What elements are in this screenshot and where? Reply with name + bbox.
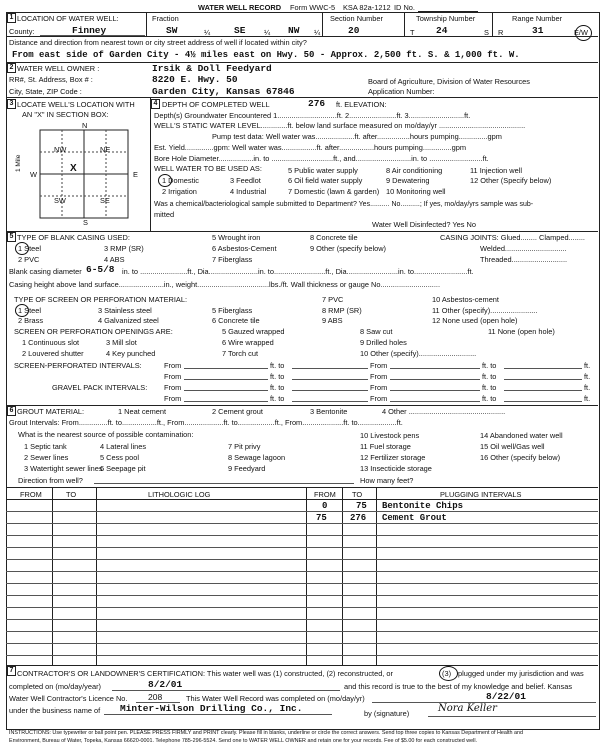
use-label: WELL WATER TO BE USED AS:: [154, 164, 262, 173]
form-number: Form WWC-5: [290, 3, 336, 12]
source-option[interactable]: 3 Watertight sewer lines: [24, 464, 103, 473]
casing-joints: CASING JOINTS: Glued........ Clamped........: [440, 233, 585, 242]
interval-to: ft. to: [482, 361, 497, 370]
lithologic-log-header: LITHOLOGIC LOG: [148, 490, 211, 499]
section-value[interactable]: 20: [348, 25, 360, 36]
source-option[interactable]: 16 Other (specify below): [480, 453, 561, 462]
location-label: LOCATION OF WATER WELL:: [17, 14, 119, 23]
opening-option[interactable]: 1 Continuous slot: [22, 338, 80, 347]
interval-from: From: [164, 361, 182, 370]
casing-option[interactable]: 8 Concrete tile: [310, 233, 358, 242]
static-level-line: WELL'S STATIC WATER LEVEL.............ft. below land surface measured on mo/day/yr ..........................................: [154, 121, 526, 130]
application-label: Application Number:: [368, 87, 435, 96]
city-value[interactable]: Garden City, Kansas 67846: [152, 86, 295, 97]
form-title: WATER WELL RECORD: [198, 3, 282, 12]
opening-option[interactable]: 6 Wire wrapped: [222, 338, 274, 347]
source-option[interactable]: 1 Septic tank: [24, 442, 67, 451]
section-grid[interactable]: [22, 120, 146, 230]
address-label: RR#, St. Address, Box # :: [9, 75, 93, 84]
grout-label: GROUT MATERIAL:: [17, 407, 85, 416]
id-label: ID No.: [394, 3, 415, 12]
section-number: 3: [7, 99, 16, 109]
signature: Nora Keller: [438, 703, 497, 714]
section-number: 1: [7, 13, 16, 23]
casing-label: TYPE OF BLANK CASING USED:: [17, 233, 130, 242]
use-option[interactable]: 5 Public water supply: [288, 166, 358, 175]
screen-label: TYPE OF SCREEN OR PERFORATION MATERIAL:: [14, 295, 188, 304]
screen-option[interactable]: 8 RMP (SR): [322, 306, 362, 315]
grout-option[interactable]: 3 Bentonite: [310, 407, 348, 416]
depth-label: DEPTH OF COMPLETED WELL: [162, 100, 270, 109]
source-option[interactable]: 5 Cess pool: [100, 453, 140, 462]
interval-from: From: [370, 372, 388, 381]
instructions-line-2: Environment, Bureau of Water, Topeka, Kansas 66620-0001. Telephone 785-296-5524. Send one to WATER WELL OWNER and retain one for your records. Fee of $5.00 for each constructed well.: [9, 738, 478, 744]
plugged-option[interactable]: (3): [442, 669, 452, 678]
use-option[interactable]: 1 Domestic: [162, 176, 199, 185]
interval-from: From: [370, 383, 388, 392]
grout-option[interactable]: 4 Other ...............................................: [382, 407, 506, 416]
perforated-label: SCREEN-PERFORATED INTERVALS:: [14, 361, 142, 370]
source-option[interactable]: 12 Fertilizer storage: [360, 453, 426, 462]
opening-option[interactable]: 5 Gauzed wrapped: [222, 327, 285, 336]
township-t: T: [410, 28, 415, 37]
owner-value[interactable]: Irsik & Doll Feedyard: [152, 63, 272, 74]
plug-from-header: FROM: [314, 490, 336, 499]
signature-label: by (signature): [364, 709, 410, 718]
quarter-2[interactable]: SE: [234, 25, 246, 36]
township-value[interactable]: 24: [436, 25, 448, 36]
grout-option[interactable]: 1 Neat cement: [118, 407, 167, 416]
log-row-line: [6, 583, 598, 584]
certification-text-b: plugged under my jurisdiction and was: [458, 669, 584, 678]
interval-from: From: [164, 394, 182, 403]
grout-option[interactable]: 2 Cement grout: [212, 407, 263, 416]
section-number: 4: [151, 99, 160, 109]
quarter-mark: ¼: [314, 28, 321, 37]
fraction-label: Fraction: [152, 14, 179, 23]
use-option[interactable]: 9 Dewatering: [386, 176, 430, 185]
casing-height: Casing height above land surface......................in., weight...................................lbs./ft. Wall thickness or gauge No.............................: [9, 280, 441, 289]
use-option[interactable]: 6 Oil field water supply: [288, 176, 363, 185]
owner-label: WATER WELL OWNER :: [17, 64, 100, 73]
record-completed-date[interactable]: 8/22/01: [486, 691, 526, 702]
source-option[interactable]: 7 Pit privy: [228, 442, 261, 451]
range-value[interactable]: 31: [532, 25, 544, 36]
plugging-intervals-header: PLUGGING INTERVALS: [440, 490, 522, 499]
yield-line: Est. Yield..............gpm: Well water was.................ft. after.................hours pumping..............gpm: [154, 143, 467, 152]
instructions-line-1: INSTRUCTIONS: Use typewriter or ball point pen. PLEASE PRESS FIRMLY and PRINT clearly. Please fill in blanks, underline or circle the correct answers. Send top three copies to Kansas Department of Health and: [9, 730, 524, 736]
interval-ft: ft.: [584, 361, 591, 370]
section-number-label: Section Number: [330, 14, 383, 23]
log-to-header: TO: [66, 490, 77, 499]
screen-option[interactable]: 4 Galvanized steel: [98, 316, 159, 325]
casing-option[interactable]: 6 Asbestos-Cement: [212, 244, 277, 253]
use-option[interactable]: 12 Other (Specify below): [470, 176, 552, 185]
direction-label: Direction from well?: [18, 476, 83, 485]
log-row-line: [6, 643, 598, 644]
bacteria-line: Was a chemical/bacteriological sample submitted to Department? Yes.......... No..........; If yes, mo/day/yrs sample was sub-: [154, 201, 534, 208]
completed-date[interactable]: 8/2/01: [148, 679, 183, 690]
bacteria-line-2: mitted: [154, 210, 175, 219]
log-row-line: [6, 547, 598, 548]
threaded: Threaded...........................: [480, 255, 568, 264]
interval-from: From: [164, 372, 182, 381]
source-option[interactable]: 6 Seepage pit: [100, 464, 146, 473]
casing-option[interactable]: 1 Steel: [18, 244, 42, 253]
diameter-rest: in. to .......................ft., Dia........................in. to.........................ft., Dia.........................in. to..........................ft.: [122, 267, 474, 276]
casing-option[interactable]: 9 Other (specify below): [310, 244, 386, 253]
true-record-text: and this record is true to the best of my knowledge and belief. Kansas: [344, 682, 573, 691]
quarter-mark: ¼: [264, 28, 271, 37]
disinfected-line: Water Well Disinfected? Yes No: [372, 220, 476, 229]
address-value[interactable]: 8220 E. Hwy. 50: [152, 74, 238, 85]
casing-option[interactable]: 2 PVC: [18, 255, 40, 264]
plug-from-cell[interactable]: 0: [322, 501, 328, 511]
openings-label: SCREEN OR PERFORATION OPENINGS ARE:: [14, 327, 173, 336]
log-row-line: [6, 535, 598, 536]
grout-intervals: Grout Intervals: From..............ft. to.................ft., From...................ft. to..................ft., From....................ft. to...................ft.: [9, 418, 403, 427]
use-option[interactable]: 7 Domestic (lawn & garden): [288, 187, 380, 196]
source-option[interactable]: 13 Insecticide storage: [360, 464, 432, 473]
log-row-line: [6, 631, 598, 632]
groundwater-line: Depth(s) Groundwater Encountered 1.............................ft. 2.......................ft. 3...........................ft.: [154, 111, 471, 120]
county-label: County:: [9, 27, 35, 36]
interval-to: ft. to: [270, 361, 285, 370]
log-row-line: [6, 571, 598, 572]
board-label: Board of Agriculture, Division of Water Resources: [368, 77, 530, 86]
source-option[interactable]: 14 Abandoned water well: [480, 431, 563, 440]
log-row-line: [6, 559, 598, 560]
mile-label: 1 Mile: [15, 154, 22, 172]
plug-to-cell[interactable]: 276: [350, 513, 367, 523]
opening-option[interactable]: 9 Drilled holes: [360, 338, 407, 347]
range-ew: E/W: [574, 28, 588, 37]
screen-option[interactable]: 9 ABS: [322, 316, 343, 325]
ne-label: NE: [100, 145, 111, 154]
township-s: S: [484, 28, 489, 37]
screen-option[interactable]: 11 Other (specify).......................: [432, 306, 538, 315]
range-r: R: [498, 28, 504, 37]
certification-text: CONTRACTOR'S OR LANDOWNER'S CERTIFICATION: This water well was (1) constructed, (2) reconstructed, or: [17, 669, 393, 678]
plug-desc-cell[interactable]: Cement Grout: [382, 513, 447, 523]
pump-test-line: Pump test data: Well water was...................ft. after................hours pumping..............gpm: [212, 132, 502, 141]
completed-label: completed on (mo/day/year): [9, 682, 102, 691]
opening-option[interactable]: 7 Torch cut: [222, 349, 259, 358]
west-label: W: [30, 170, 37, 179]
use-option[interactable]: 10 Monitoring well: [386, 187, 446, 196]
log-row-line: [6, 595, 598, 596]
plug-to-cell[interactable]: 75: [356, 501, 367, 511]
business-label: under the business name of: [9, 706, 101, 715]
log-row-line: [6, 511, 598, 512]
log-from-header: FROM: [20, 490, 42, 499]
casing-option[interactable]: 3 RMP (SR): [104, 244, 144, 253]
locate-subtitle: AN "X" IN SECTION BOX:: [22, 110, 109, 119]
east-label: E: [133, 170, 138, 179]
source-option[interactable]: 15 Oil well/Gas well: [480, 442, 545, 451]
elevation-label: ft. ELEVATION:: [336, 100, 387, 109]
interval-to: ft. to: [482, 372, 497, 381]
nw-label: NW: [54, 145, 67, 154]
licence-value[interactable]: 208: [148, 692, 163, 702]
how-many-feet: How many feet?: [360, 476, 414, 485]
opening-option[interactable]: 3 Mill slot: [106, 338, 137, 347]
opening-option[interactable]: 11 None (open hole): [488, 327, 555, 336]
opening-option[interactable]: 10 Other (specify)............................: [360, 349, 477, 358]
source-option[interactable]: 4 Lateral lines: [100, 442, 147, 451]
steel-circle: [15, 242, 29, 255]
use-option[interactable]: 3 Feedlot: [230, 176, 261, 185]
quarter-mark: ¼: [204, 28, 211, 37]
source-option[interactable]: 10 Livestock pens: [360, 431, 420, 440]
quarter-3[interactable]: NW: [288, 25, 300, 36]
interval-from: From: [370, 394, 388, 403]
diameter-label: Blank casing diameter: [9, 267, 82, 276]
casing-option[interactable]: 4 ABS: [104, 255, 125, 264]
depth-value[interactable]: 276: [308, 98, 326, 109]
diameter-value[interactable]: 6-5/8: [86, 264, 115, 275]
locate-title: LOCATE WELL'S LOCATION WITH: [17, 100, 135, 109]
source-option[interactable]: 2 Sewer lines: [24, 453, 69, 462]
section-number: 7: [7, 666, 16, 676]
source-option[interactable]: 11 Fuel storage: [360, 442, 411, 451]
domestic-circle: [158, 174, 172, 187]
plug-from-cell[interactable]: 75: [316, 513, 327, 523]
log-row-line: [6, 523, 598, 524]
interval-from: From: [164, 383, 182, 392]
log-row-line: [6, 655, 598, 656]
contamination-label: What is the nearest source of possible contamination:: [18, 430, 194, 439]
sw-label: SW: [54, 196, 66, 205]
log-row-line: [6, 607, 598, 608]
screen-option[interactable]: 6 Concrete tile: [212, 316, 260, 325]
north-label: N: [82, 121, 88, 130]
gravel-label: GRAVEL PACK INTERVALS:: [52, 383, 148, 392]
township-label: Township Number: [416, 14, 476, 23]
business-name[interactable]: Minter-Wilson Drilling Co., Inc.: [120, 703, 303, 714]
interval-ft: ft.: [584, 372, 591, 381]
interval-to: ft. to: [482, 394, 497, 403]
opening-option[interactable]: 8 Saw cut: [360, 327, 393, 336]
source-option[interactable]: 8 Sewage lagoon: [228, 453, 286, 462]
well-location-x: X: [70, 163, 77, 174]
interval-to: ft. to: [270, 394, 285, 403]
casing-option[interactable]: 5 Wrought iron: [212, 233, 261, 242]
section-number: 2: [7, 63, 16, 73]
source-option[interactable]: 9 Feedyard: [228, 464, 266, 473]
screen-option[interactable]: 2 Brass: [18, 316, 44, 325]
interval-ft: ft.: [584, 383, 591, 392]
plugged-circle: [439, 666, 458, 681]
screen-option[interactable]: 3 Stainless steel: [98, 306, 152, 315]
bore-line: Bore Hole Diameter.................in. to ..............................ft., and...........................in. to ..........................ft.: [154, 154, 489, 163]
use-option[interactable]: 11 Injection well: [470, 166, 523, 175]
interval-ft: ft.: [584, 394, 591, 403]
south-label: S: [83, 218, 88, 227]
screen-option[interactable]: 5 Fiberglass: [212, 306, 253, 315]
opening-option[interactable]: 2 Louvered shutter: [22, 349, 84, 358]
interval-to: ft. to: [270, 372, 285, 381]
county-value[interactable]: Finney: [72, 25, 107, 36]
plug-desc-cell[interactable]: Bentonite Chips: [382, 501, 464, 511]
licence-label: Water Well Contractor's Licence No.: [9, 694, 128, 703]
east-west-circle: [575, 25, 592, 41]
quarter-1[interactable]: SW: [166, 25, 178, 36]
interval-to: ft. to: [482, 383, 497, 392]
use-option[interactable]: 2 Irrigation: [162, 187, 197, 196]
section-number: 5: [7, 232, 16, 242]
welded: Welded..............................: [480, 244, 567, 253]
distance-label: Distance and direction from nearest town or city street address of well if located within city?: [9, 38, 307, 47]
range-label: Range Number: [512, 14, 563, 23]
se-label: SE: [100, 196, 110, 205]
interval-from: From: [370, 361, 388, 370]
interval-to: ft. to: [270, 383, 285, 392]
ksa-reference: KSA 82a-1212: [343, 3, 391, 12]
screen-option[interactable]: 7 PVC: [322, 295, 344, 304]
use-option[interactable]: 4 Industrial: [230, 187, 267, 196]
log-row-line: [6, 619, 598, 620]
distance-value[interactable]: From east side of Garden City - 4½ miles east on Hwy. 50 - Approx. 2,500 ft. S. & 1,000 ft. W.: [12, 50, 520, 60]
section-number: 6: [7, 406, 16, 416]
plug-to-header: TO: [352, 490, 363, 499]
record-completed-label: This Water Well Record was completed on (mo/day/yr): [186, 694, 365, 703]
screen-option[interactable]: 12 None used (open hole): [432, 316, 518, 325]
screen-option[interactable]: 10 Asbestos-cement: [432, 295, 499, 304]
use-option[interactable]: 8 Air conditioning: [386, 166, 443, 175]
opening-option[interactable]: 4 Key punched: [106, 349, 156, 358]
screen-option[interactable]: 1 Steel: [18, 306, 42, 315]
city-label: City, State, ZIP Code :: [9, 87, 82, 96]
casing-option[interactable]: 7 Fiberglass: [212, 255, 253, 264]
